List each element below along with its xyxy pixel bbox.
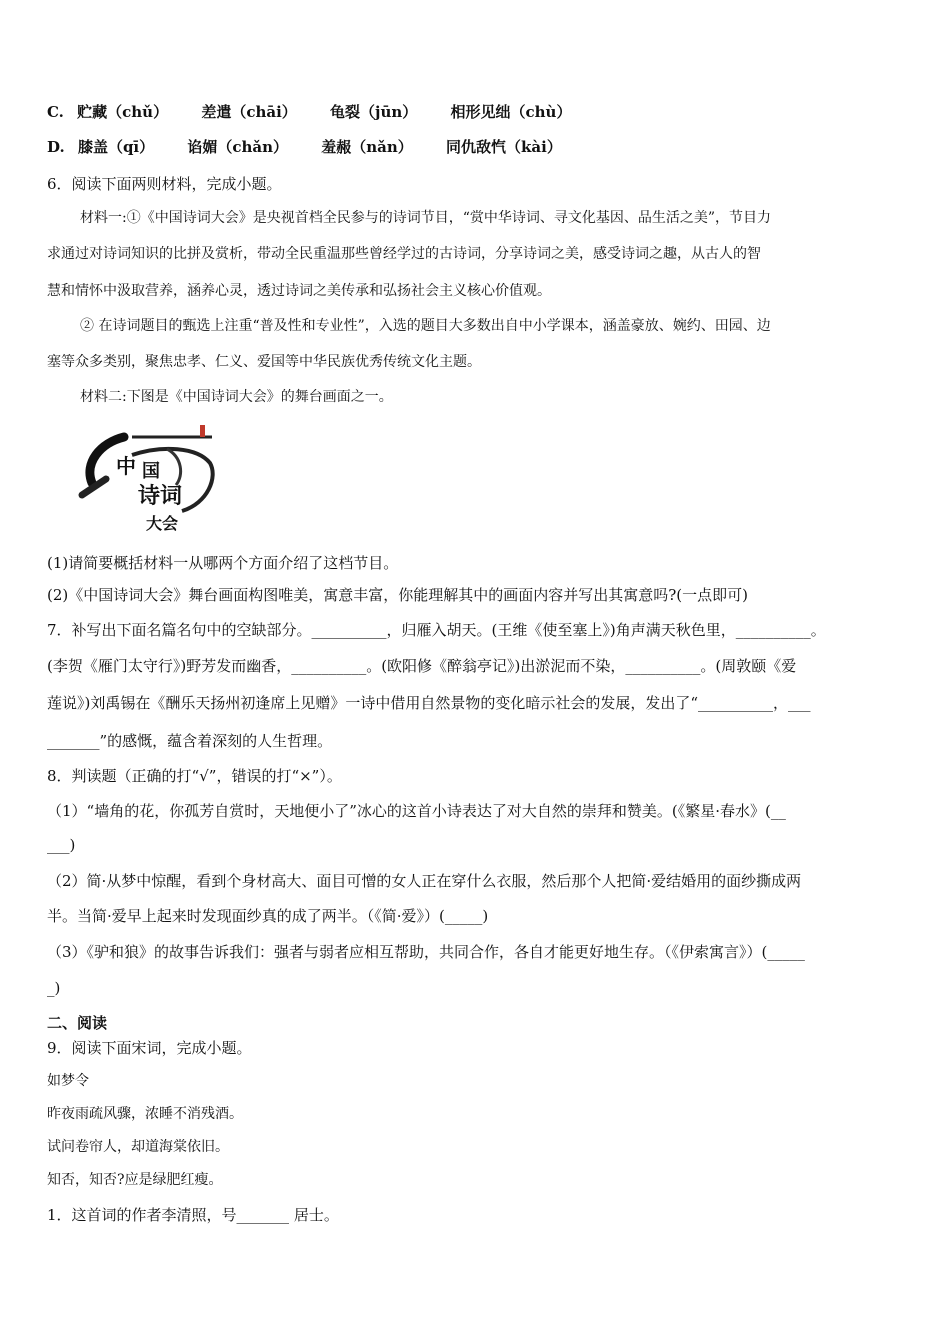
q8-stem: 8．判读题（正确的打“√”，错误的打“×”）。	[47, 767, 342, 785]
option-c-letter: C.	[47, 103, 64, 121]
option-d-item: 同仇敌忾（kài）	[446, 138, 562, 156]
poem-line: 试问卷帘人，却道海棠依旧。	[47, 1139, 229, 1155]
q6-material1-line: 材料一:①《中国诗词大会》是央视首档全民参与的诗词节目，“赏中华诗词、寻文化基因、品生活之美”，节目力	[80, 210, 772, 226]
q7-line: _______”的感慨，蕴含着深刻的人生哲理。	[47, 732, 333, 750]
logo-text: 国	[142, 461, 160, 482]
option-d-item: 膝盖（qī）	[77, 138, 155, 156]
option-c-item: 相形见绌（chù）	[450, 103, 572, 121]
option-c-item: 差遣（chāi）	[201, 103, 297, 121]
q6-sub2: (2)《中国诗词大会》舞台画面构图唯美，寓意丰富，你能理解其中的画面内容并写出其寓意吗?(一点即可)	[47, 586, 748, 604]
poem-line: 知否，知否?应是绿肥红瘦。	[47, 1172, 223, 1188]
option-d-item: 羞赧（nǎn）	[321, 138, 413, 156]
option-c	[47, 102, 599, 122]
option-d-item: 谄媚（chǎn）	[187, 138, 289, 156]
option-d	[47, 137, 590, 157]
option-c-item: 贮藏（chǔ）	[77, 103, 169, 121]
q7-line: (李贺《雁门太守行》)野芳发而幽香，__________。(欧阳修《醉翁亭记》)出淤泥而不染，__________。(周敦颐《爱	[47, 657, 797, 675]
q6-stem: 6．阅读下面两则材料，完成小题。	[47, 175, 282, 193]
poem-line: 昨夜雨疏风骤，浓睡不消残酒。	[47, 1106, 243, 1122]
q8-line: （2）简·从梦中惊醒，看到个身材高大、面目可憎的女人正在穿什么衣服，然后那个人把简·爱结婚用的面纱撕成两	[47, 872, 802, 890]
q6-material1-line: ② 在诗词题目的甄选上注重“普及性和专业性”，入选的题目大多数出自中小学课本，涵盖豪放、婉约、田园、边	[80, 318, 771, 334]
q9-sub1: 1．这首词的作者李清照，号_______ 居士。	[47, 1206, 339, 1224]
q8-line: （3）《驴和狼》的故事告诉我们：强者与弱者应相互帮助，共同合作，各自才能更好地生存。（《伊索寓言》）(_____	[47, 943, 805, 961]
q7-line: 莲说》)刘禹锡在《酬乐天扬州初逢席上见赠》一诗中借用自然景物的变化暗示社会的发展，发出了“__________，___	[47, 694, 811, 712]
q6-material1-line: 塞等众多类别，聚焦忠孝、仁义、爱国等中华民族优秀传统文化主题。	[47, 354, 481, 370]
option-c-item: 龟裂（jūn）	[330, 103, 418, 121]
q6-material2: 材料二:下图是《中国诗词大会》的舞台画面之一。	[80, 389, 393, 405]
logo-text: 大会	[146, 514, 179, 533]
logo-text: 诗词	[138, 483, 183, 509]
poetry-conference-logo	[72, 415, 232, 535]
poem-title: 如梦令	[47, 1073, 89, 1089]
q8-line: 半。当简·爱早上起来时发现面纱真的成了两半。（《简·爱》）(_____)	[47, 907, 489, 925]
q8-line: ___)	[47, 836, 76, 854]
section-heading: 二、阅读	[47, 1014, 108, 1032]
q9-stem: 9．阅读下面宋词，完成小题。	[47, 1039, 252, 1057]
q6-material1-line: 求通过对诗词知识的比拼及赏析，带动全民重温那些曾经学过的古诗词，分享诗词之美，感受诗词之趣，从古人的智	[47, 246, 761, 262]
q7-line: 7．补写出下面名篇名句中的空缺部分。__________，归雁入胡天。(王维《使至塞上》)角声满天秋色里，__________。	[47, 621, 826, 639]
q6-sub1: (1)请简要概括材料一从哪两个方面介绍了这档节目。	[47, 554, 399, 572]
option-d-letter: D.	[47, 138, 65, 156]
logo-text: 中	[116, 454, 136, 478]
q8-line: _)	[47, 979, 61, 997]
q6-material1-line: 慧和情怀中汲取营养，涵养心灵，透过诗词之美传承和弘扬社会主义核心价值观。	[47, 283, 551, 299]
q8-line: （1）“墙角的花，你孤芳自赏时，天地便小了”冰心的这首小诗表达了对大自然的崇拜和赞美。(《繁星·春水》(__	[47, 802, 786, 820]
